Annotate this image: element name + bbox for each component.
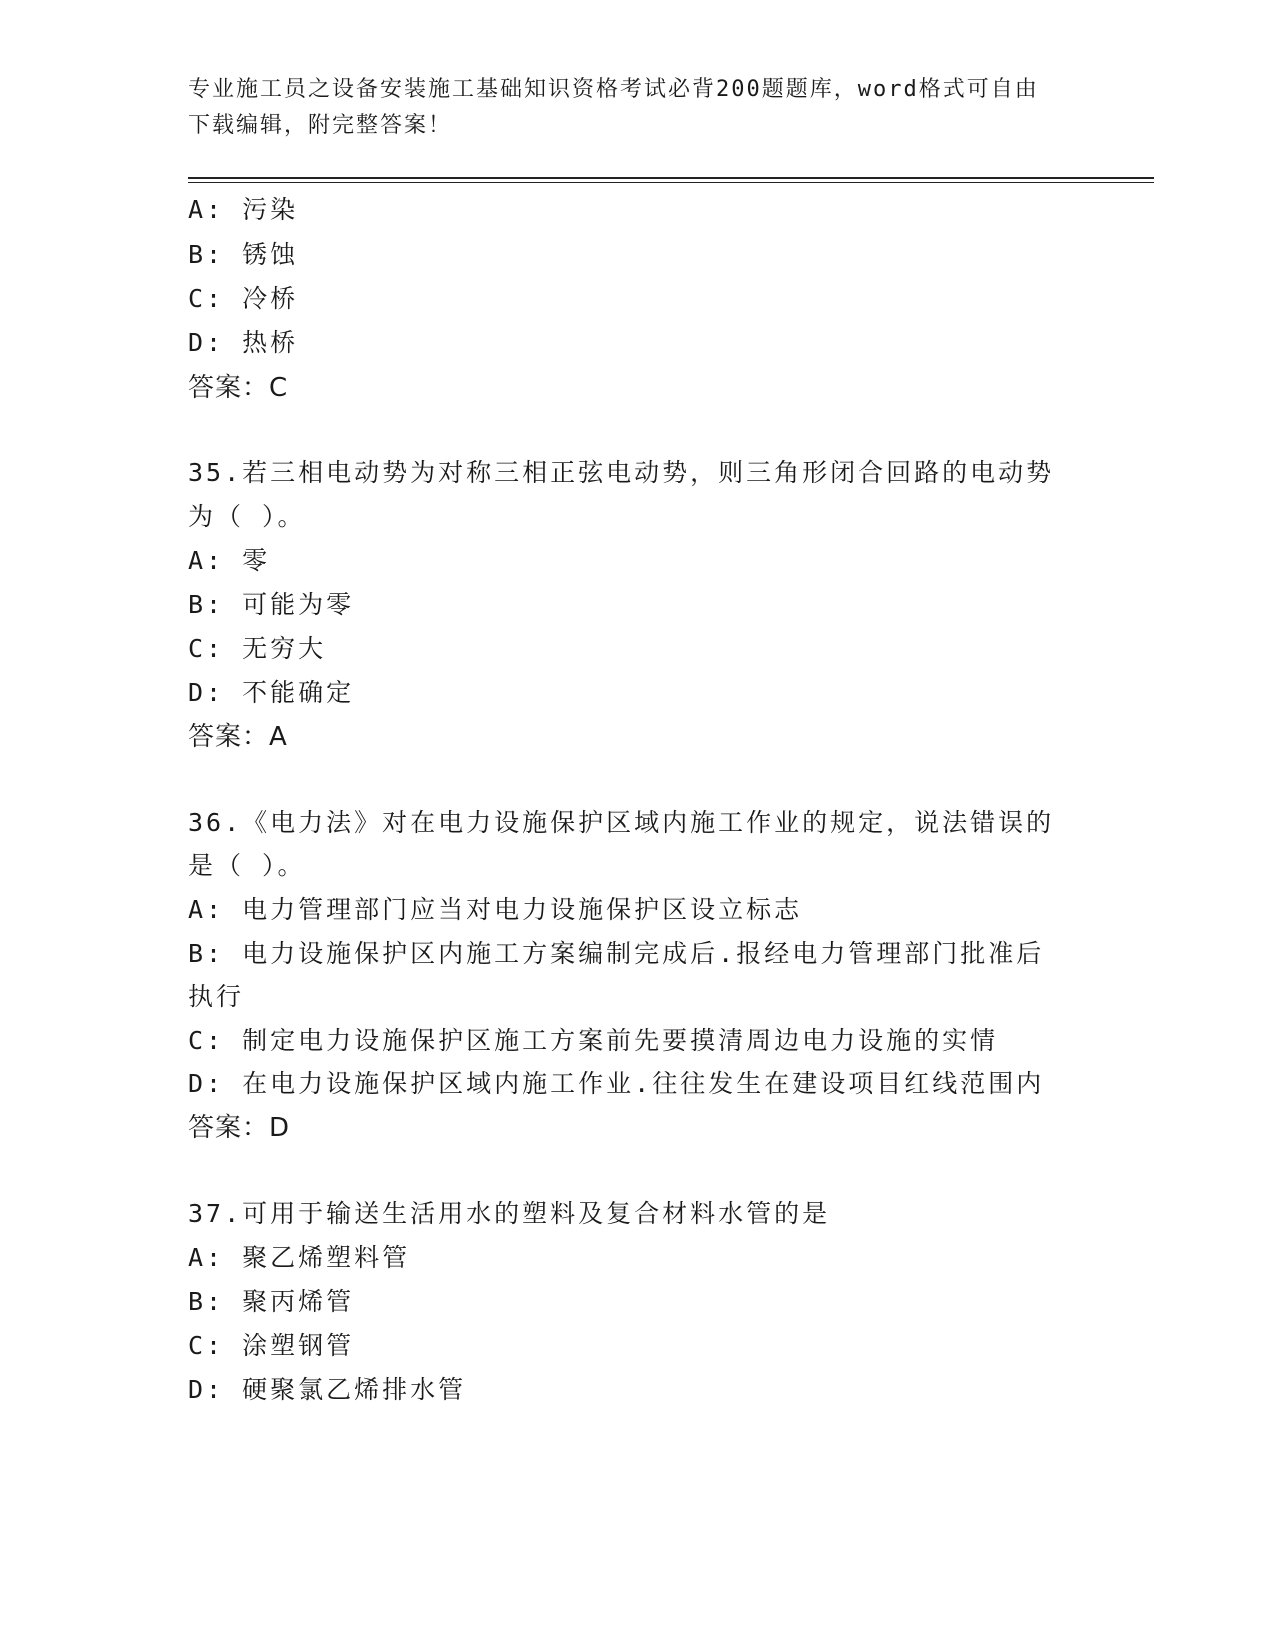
q37-option-d: D: 硬聚氯乙烯排水管 — [188, 1375, 467, 1404]
q34-option-d: D: 热桥 — [188, 328, 299, 357]
q36-option-b-continued: 执行 — [188, 982, 245, 1011]
q36-stem-line-1: 36.《电力法》对在电力设施保护区域内施工作业的规定，说法错误的 — [188, 808, 1055, 837]
q37-option-c: C: 涂塑钢管 — [188, 1331, 355, 1360]
q34-answer: 答案：C — [188, 373, 289, 403]
q35-answer: 答案：A — [188, 722, 288, 752]
q36-option-a: A: 电力管理部门应当对电力设施保护区设立标志 — [188, 895, 803, 924]
q37-option-b: B: 聚丙烯管 — [188, 1287, 355, 1316]
q35-option-d: D: 不能确定 — [188, 678, 355, 707]
q36-option-d: D: 在电力设施保护区域内施工作业.往往发生在建设项目红线范围内 — [188, 1069, 1045, 1098]
header-line-1: 专业施工员之设备安装施工基础知识资格考试必背200题题库，word格式可自由 — [188, 77, 1039, 102]
q36-option-b: B: 电力设施保护区内施工方案编制完成后.报经电力管理部门批准后 — [188, 939, 1045, 968]
q37-option-a: A: 聚乙烯塑料管 — [188, 1243, 411, 1272]
q34-option-a: A: 污染 — [188, 195, 299, 224]
q35-stem-line-1: 35.若三相电动势为对称三相正弦电动势，则三角形闭合回路的电动势 — [188, 458, 1055, 487]
q35-option-b: B: 可能为零 — [188, 590, 355, 619]
header-line-2: 下载编辑，附完整答案！ — [188, 113, 453, 138]
q37-stem-line-1: 37.可用于输送生活用水的塑料及复合材料水管的是 — [188, 1199, 831, 1228]
q36-stem-line-2: 是（ ）。 — [188, 851, 306, 880]
q34-option-b: B: 锈蚀 — [188, 240, 299, 269]
q36-answer: 答案：D — [188, 1113, 291, 1143]
q34-option-c: C: 冷桥 — [188, 284, 299, 313]
q35-stem-line-2: 为（ ）。 — [188, 502, 306, 531]
document-header — [188, 72, 1088, 144]
header-rule-thin — [188, 182, 1154, 183]
q35-option-c: C: 无穷大 — [188, 634, 327, 663]
q36-option-c: C: 制定电力设施保护区施工方案前先要摸清周边电力设施的实情 — [188, 1026, 999, 1055]
q35-option-a: A: 零 — [188, 546, 271, 575]
header-rule-thick — [188, 177, 1154, 179]
